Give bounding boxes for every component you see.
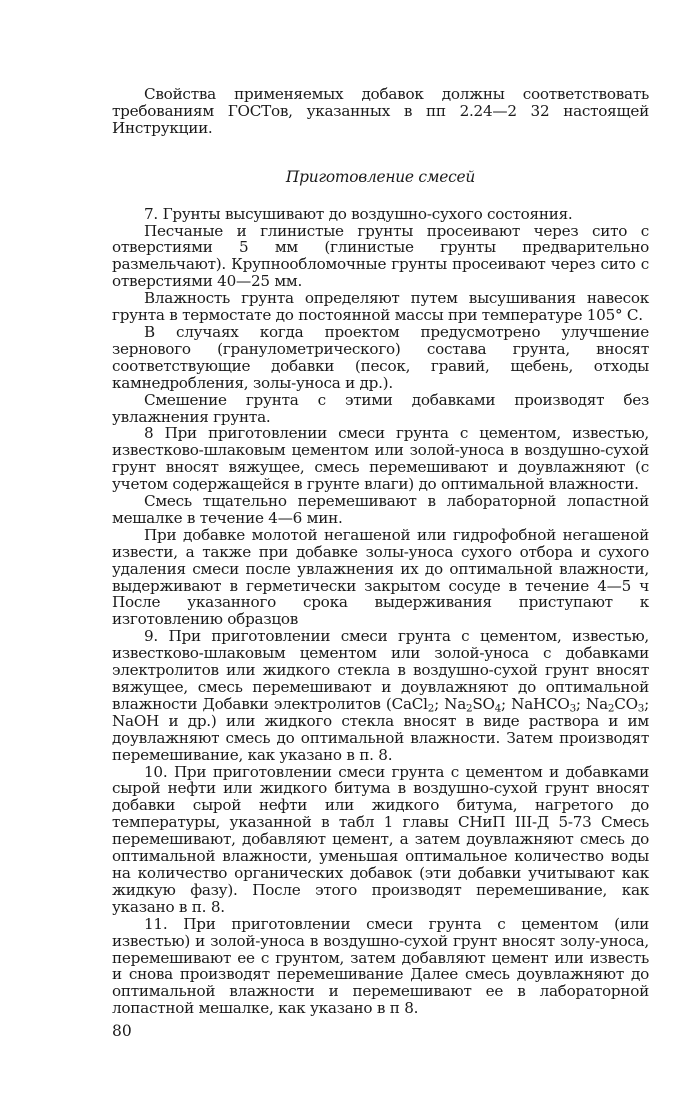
paragraph-9: 9. При приготовлении смеси грунта с цементом, известью, известково-шлаковым цементом или золой-уноса с добавками электролитов или жидкого стекла в воздушно-сухой грунт вносят вяжущее, смесь перемешивают и доувлажняют до оптимальной влажности Добавки электролитов (CaCl$_2$; $Na_2SO_4$; NaHCO$_3$; $Na_2CO_3$; NaOH и др.) или жидкого стекла вносят в виде раствора и им доувлажняют смесь до оптимальной влажности. Затем производят перемешивание, как указано в п. 8. — [112, 627, 649, 764]
paragraph-11: 11. При приготовлении смеси грунта с цементом (или известью) и золой-уноса в воздушно-сухой грунт вносят золу-уноса, перемешивают ее с грунтом, затем добавляют цемент или известь и снова производят перемешивание Далее смесь доувлажняют до оптимальной влажности и перемешивают ее в лабораторной лопастной мешалке, как указано в п 8. — [112, 914, 649, 1018]
paragraph-sieving: Песчаные и глинистые грунты просеивают через сито с отверстиями 5 мм (глинистые грунты предварительно размельчают). Крупнообломочные грунты просеивают через сито с отверстиями 40—25 мм. — [112, 221, 649, 291]
paragraph-mixing-additives: Смешение грунта с этими добавками производят без увлажнения грунта. — [112, 390, 649, 426]
page-number: 80 — [112, 1022, 132, 1040]
paragraph-10: 10. При приготовлении смеси грунта с цементом и добавками сырой нефти или жидкого битума в воздушно-сухой грунт вносят добавки сырой нефти или жидкого битума, нагретого до температуры, указанной в табл 1 главы СНиП III-Д 5-73 Смесь перемешивают, добавляют цемент, а затем доувлажняют смесь до оптимальной влажности, уменьшая оптимальное количество воды на количество органических добавок (эти добавки учитывают как жидкую фазу). После этого производят перемешивание, как указано в п. 8. — [112, 762, 649, 916]
intro-paragraph: Свойства применяемых добавок должны соответствовать требованиям ГОСТов, указанных в пп 2.24—2 32 настоящей Инструкции. — [112, 85, 649, 137]
paragraph-moisture: Влажность грунта определяют путем высушивания навесок грунта в термостате до постоянной массы при температуре 105° С. — [112, 289, 649, 325]
paragraph-mixer: Смесь тщательно перемешивают в лабораторной лопастной мешалке в течение 4—6 мин. — [112, 492, 649, 527]
paragraph-7: 7. Грунты высушивают до воздушно-сухого состояния. — [144, 204, 573, 223]
section-title: Приготовление смесей — [285, 167, 476, 186]
page-body — [112, 86, 649, 1017]
paragraph-granulometric: В случаях когда проектом предусмотрено улучшение зернового (гранулометрического) состава грунта, вносят соответствующие добавки (песок, гравий, щебень, отходы камнедробления, золы-уноса и др.). — [112, 322, 649, 392]
paragraph-8: 8 При приготовлении смеси грунта с цементом, известью, известково-шлаковым цементом или золой-уноса в воздушно-сухой грунт вносят вяжущее, смесь перемешивают и доувлажняют (с учетом содержащейся в грунте влаги) до оптимальной влажности. — [112, 424, 649, 494]
paragraph-lime: При добавке молотой негашеной или гидрофобной негашеной извести, а также при добавке золы-уноса сухого отбора и сухого удаления смеси после увлажнения их до оптимальной влажности, выдерживают в герметически закрытом сосуде в течение 4—5 ч После указанного срока выдерживания приступают к изготовлению образцов — [112, 525, 649, 629]
